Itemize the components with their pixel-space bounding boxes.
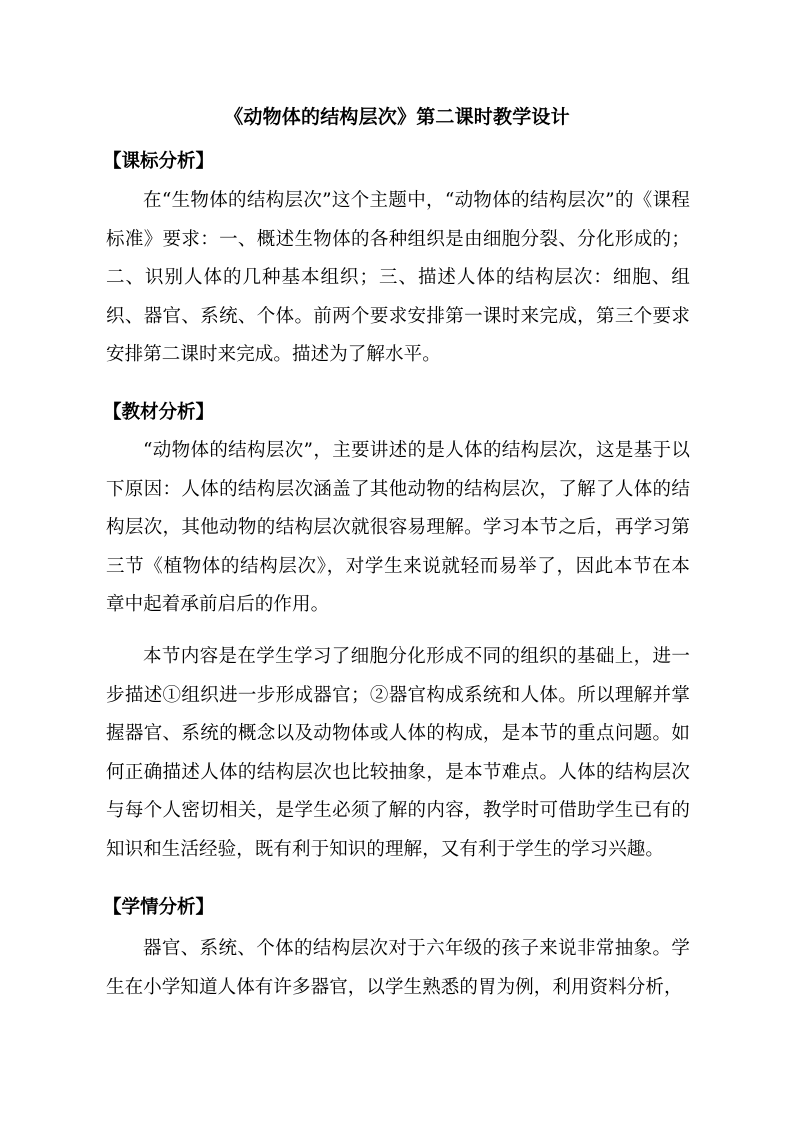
section-heading-textbook-analysis: 【教材分析】 [103, 402, 215, 423]
paragraph-student-analysis: 器官、系统、个体的结构层次对于六年级的孩子来说非常抽象。学生在小学知道人体有许多器官，以学生熟悉的胃为例，利用资料分析， [106, 938, 690, 998]
paragraph-textbook-analysis-1: “动物体的结构层次”，主要讲述的是人体的结构层次，这是基于以下原因：人体的结构层次涵盖了其他动物的结构层次，了解了人体的结构层次，其他动物的结构层次就很容易理解。学习本节之后，再学习第三节《植物体的结构层次》，对学生来说就轻而易举了，因此本节在本章中起着承前启后的作用。 [106, 440, 690, 615]
document-title: 《动物体的结构层次》第二课时教学设计 [224, 106, 570, 128]
section-heading-student-analysis: 【学情分析】 [103, 897, 215, 918]
section-heading-curriculum-analysis: 【课标分析】 [103, 151, 215, 172]
paragraph-textbook-analysis-2: 本节内容是在学生学习了细胞分化形成不同的组织的基础上，进一步描述①组织进一步形成器官；②器官构成系统和人体。所以理解并掌握器官、系统的概念以及动物体或人体的构成，是本节的重点问题。如何正确描述人体的结构层次也比较抽象，是本节难点。人体的结构层次与每个人密切相关，是学生必须了解的内容，教学时可借助学生已有的知识和生活经验，既有利于知识的理解，又有利于学生的学习兴趣。 [106, 646, 690, 860]
paragraph-curriculum-analysis: 在“生物体的结构层次”这个主题中，“动物体的结构层次”的《课程标准》要求：一、概述生物体的各种组织是由细胞分裂、分化形成的；二、识别人体的几种基本组织；三、描述人体的结构层次：细胞、组织、器官、系统、个体。前两个要求安排第一课时来完成，第三个要求安排第二课时来完成。描述为了解水平。 [106, 190, 690, 365]
